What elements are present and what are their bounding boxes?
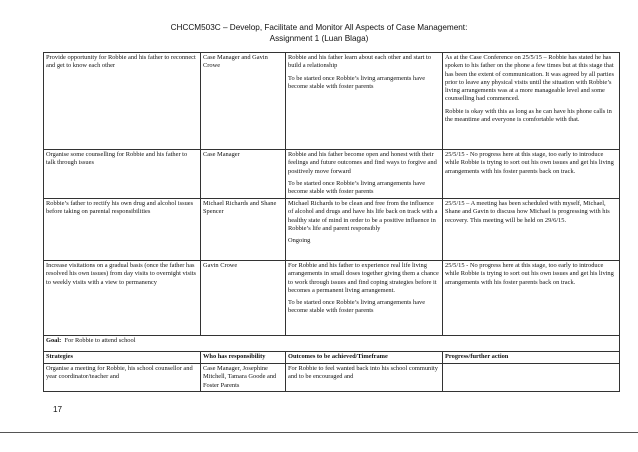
progress-cell: 25/5/15 – A meeting has been scheduled with myself, Michael, Shane and Gavin to discuss how Michael is progressing with his recovery. This meeting will be held on 29/6/15. [443,199,620,261]
strategy-cell: Robbie’s father to rectify his own drug and alcohol issues before taking on parental responsibilities [44,199,201,261]
column-header-strategies: Strategies [44,352,201,364]
column-header-progress: Progress/further action [443,352,620,364]
case-plan-table [43,52,620,392]
outcome-cell: Michael Richards to be clean and free from the influence of alcohol and drugs and have his life back on track with a healthy state of mind in order to be a positive influence in Robbie’s life and parent responsibly Ongoing [286,199,443,261]
responsibility-cell: Case Manager, Josephine Mitchell, Tamara Goode and Foster Parents [201,364,286,392]
table-row [44,150,620,199]
header-title: CHCCM503C – Develop, Facilitate and Monitor All Aspects of Case Management: [170,23,468,32]
table-row [44,261,620,336]
responsibility-cell: Case Manager [201,150,286,199]
goal-label: Goal: [46,337,62,344]
table-row [44,199,620,261]
footer-divider [0,432,638,433]
document-header [0,22,638,44]
header-subtitle: Assignment 1 (Luan Blaga) [269,34,369,43]
goal-text: For Robbie to attend school [64,337,136,344]
column-header-responsibility: Who has responsibility [201,352,286,364]
strategy-cell: Organise some counselling for Robbie and his father to talk through issues [44,150,201,199]
outcome-cell: Robbie and his father learn about each other and start to build a relationship To be started once Robbie’s living arrangements have become stable with foster parents [286,53,443,150]
column-header-outcomes: Outcomes to be achieved/Timeframe [286,352,443,364]
goal-cell [44,336,620,352]
outcome-cell: For Robbie to feel wanted back into his school community and to be encouraged and [286,364,443,392]
responsibility-cell: Gavin Crowe [201,261,286,336]
responsibility-cell: Michael Richards and Shane Spencer [201,199,286,261]
strategy-cell: Organise a meeting for Robbie, his school counsellor and year coordinator/teacher and [44,364,201,392]
strategy-cell: Increase visitations on a gradual basis (once the father has resolved his own issues) from day visits to overnight visits to weekly visits with a view to permanency [44,261,201,336]
column-header-row [44,352,620,364]
progress-cell: 25/5/15 - No progress here at this stage, too early to introduce while Robbie is trying to sort out his own issues and get his living arrangements with his foster parents back on track. [443,261,620,336]
progress-cell: As at the Case Conference on 25/5/15 – Robbie has stated he has spoken to his father on the phone a few times but at this stage that has been the extent of communication. It was agreed by all parties prior to leave any physical visits until the situation with Robbie’s living arrangements was at a more manageable level and some counselling had commenced. Robbie is okay with this as long as he can have his phone calls in the meantime and everyone is comfortable with that. [443,53,620,150]
progress-cell [443,364,620,392]
strategy-cell: Provide opportunity for Robbie and his father to reconnect and get to know each other [44,53,201,150]
responsibility-cell: Case Manager and Gavin Crowe [201,53,286,150]
progress-cell: 25/5/15 - No progress here at this stage, too early to introduce while Robbie is trying to sort out his own issues and get his living arrangements with his foster parents back on track. [443,150,620,199]
page-number: 17 [53,405,63,414]
outcome-cell: For Robbie and his father to experience real life living arrangements in small doses together giving them a chance to work through issues and find coping strategies before it becomes a permanent living arrangement. To be started once Robbie’s living arrangements have become stable with foster parents [286,261,443,336]
outcome-cell: Robbie and his father become open and honest with their feelings and future outcomes and find ways to forgive and positively move forward To be started once Robbie’s living arrangements have become stable with foster parents [286,150,443,199]
table-row [44,53,620,150]
goal-row [44,336,620,352]
table-row [44,364,620,392]
